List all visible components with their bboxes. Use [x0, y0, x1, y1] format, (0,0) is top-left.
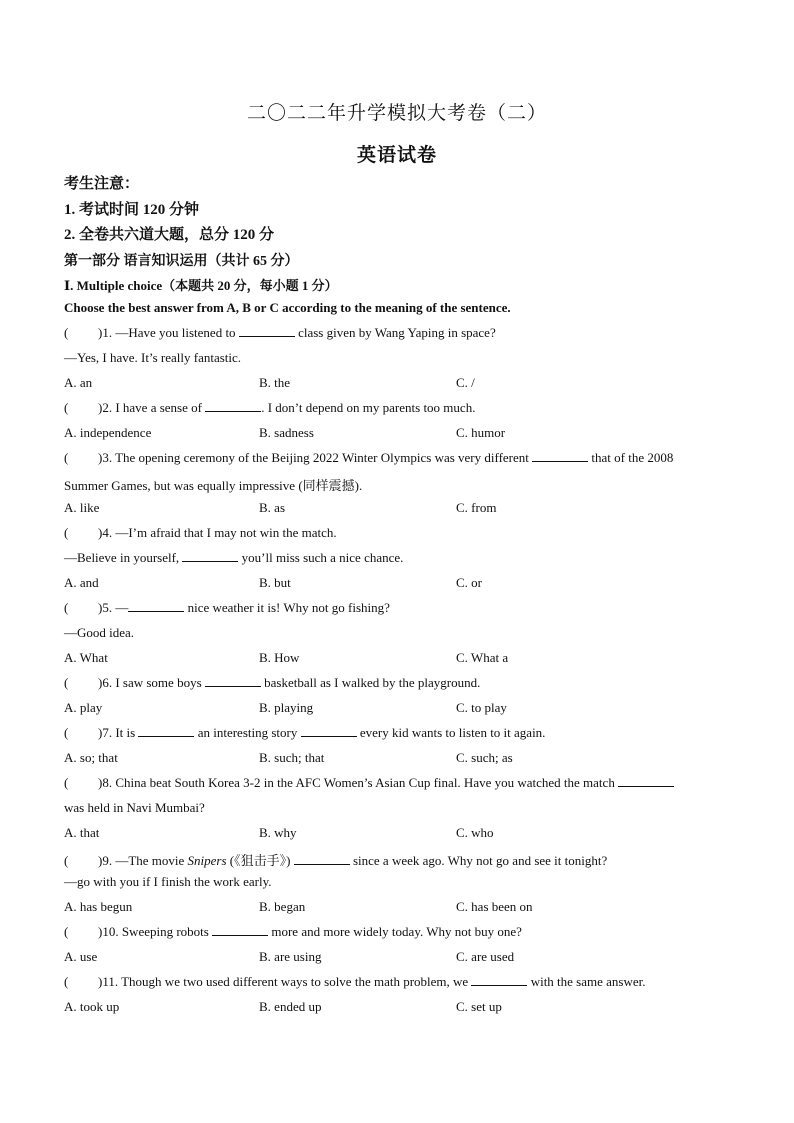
- q11-option-a: A. took up: [64, 999, 120, 1014]
- q2-option-a: A. independence: [64, 425, 152, 440]
- q7-option-c: C. such; as: [456, 750, 513, 765]
- q6-option-a: A. play: [64, 700, 103, 715]
- instruction: Choose the best answer from A, B or C according to the meaning of the sentence.: [64, 300, 511, 315]
- q4-option-b: B. but: [259, 575, 291, 590]
- q6-option-b: B. playing: [259, 700, 314, 715]
- q1-option-b: B. the: [259, 375, 291, 390]
- exam-subtitle: 英语试卷: [356, 145, 437, 166]
- part1-title: 第一部分 语言知识运用（共计 65 分）: [64, 254, 299, 269]
- question-4-line2: —Believe in yourself, you’ll miss such a nice chance.: [64, 550, 404, 565]
- answer-blank: [138, 735, 194, 737]
- q3-option-c: C. from: [456, 500, 497, 515]
- question-1: ( )1. —Have you listened to class given by Wang Yaping in space?: [64, 325, 496, 340]
- answer-blank: [301, 735, 357, 737]
- q8-option-b: B. why: [259, 825, 297, 840]
- notice-item-1: 1. 考试时间 120 分钟: [64, 202, 200, 218]
- q2-option-c: C. humor: [456, 425, 506, 440]
- answer-blank: [205, 685, 261, 687]
- answer-blank: [205, 410, 261, 412]
- answer-blank: [618, 785, 674, 787]
- q10-option-c: C. are used: [456, 949, 515, 964]
- q10-option-a: A. use: [64, 949, 98, 964]
- question-10: ( )10. Sweeping robots more and more widely today. Why not buy one?: [64, 924, 522, 939]
- question-6: ( )6. I saw some boys basketball as I walked by the playground.: [64, 675, 481, 690]
- q2-option-b: B. sadness: [259, 425, 314, 440]
- question-8-line2: was held in Navi Mumbai?: [64, 800, 205, 815]
- q7-option-a: A. so; that: [64, 750, 118, 765]
- section-title: Ⅰ. Multiple choice（本题共 20 分，每小题 1 分）: [64, 278, 338, 293]
- q9-option-b: B. began: [259, 899, 306, 914]
- q7-option-b: B. such; that: [259, 750, 325, 765]
- question-3: ( )3. The opening ceremony of the Beijing 2022 Winter Olympics was very different that of the 2008: [64, 450, 674, 465]
- question-9-line2: —go with you if I finish the work early.: [64, 874, 272, 889]
- q5-option-a: A. What: [64, 650, 108, 665]
- q3-option-a: A. like: [64, 500, 100, 515]
- answer-blank: [471, 984, 527, 986]
- q11-option-b: B. ended up: [259, 999, 322, 1014]
- question-9: ( )9. —The movie Snipers (《狙击手》) since a week ago. Why not go and see it tonight?: [64, 853, 608, 868]
- answer-blank: [532, 460, 588, 462]
- answer-blank: [182, 560, 238, 562]
- q9-option-c: C. has been on: [456, 899, 533, 914]
- q3-option-b: B. as: [259, 500, 285, 515]
- question-5-line2: —Good idea.: [64, 625, 135, 640]
- q5-option-b: B. How: [259, 650, 300, 665]
- q8-option-c: C. who: [456, 825, 494, 840]
- q8-option-a: A. that: [64, 825, 100, 840]
- question-5: ( )5. — nice weather it is! Why not go fishing?: [64, 600, 390, 615]
- question-8: ( )8. China beat South Korea 3-2 in the AFC Women’s Asian Cup final. Have you watched the match: [64, 775, 674, 791]
- notice-item-2: 2. 全卷共六道大题，总分 120 分: [64, 227, 275, 243]
- question-4: ( )4. —I’m afraid that I may not win the match.: [64, 525, 337, 540]
- q6-option-c: C. to play: [456, 700, 507, 715]
- q5-option-c: C. What a: [456, 650, 509, 665]
- q9-option-a: A. has begun: [64, 899, 133, 914]
- question-11: ( )11. Though we two used different ways to solve the math problem, we with the same answer.: [64, 974, 646, 989]
- q1-option-c: C. /: [456, 375, 475, 390]
- notice-heading: 考生注意：: [64, 176, 140, 192]
- answer-blank: [239, 335, 295, 337]
- answer-blank: [294, 863, 350, 865]
- q11-option-c: C. set up: [456, 999, 502, 1014]
- q4-option-c: C. or: [456, 575, 482, 590]
- answer-blank: [212, 934, 268, 936]
- q1-option-a: A. an: [64, 375, 93, 390]
- exam-title: 二〇二二年升学模拟大考卷（二）: [246, 103, 547, 124]
- question-7: ( )7. It is an interesting story every kid wants to listen to it again.: [64, 725, 546, 740]
- q10-option-b: B. are using: [259, 949, 322, 964]
- question-2: ( )2. I have a sense of . I don’t depend on my parents too much.: [64, 400, 476, 415]
- question-1-line2: —Yes, I have. It’s really fantastic.: [64, 350, 242, 365]
- answer-blank: [128, 610, 184, 612]
- question-3-line2: Summer Games, but was equally impressive (同样震撼).: [64, 478, 363, 493]
- q4-option-a: A. and: [64, 575, 99, 590]
